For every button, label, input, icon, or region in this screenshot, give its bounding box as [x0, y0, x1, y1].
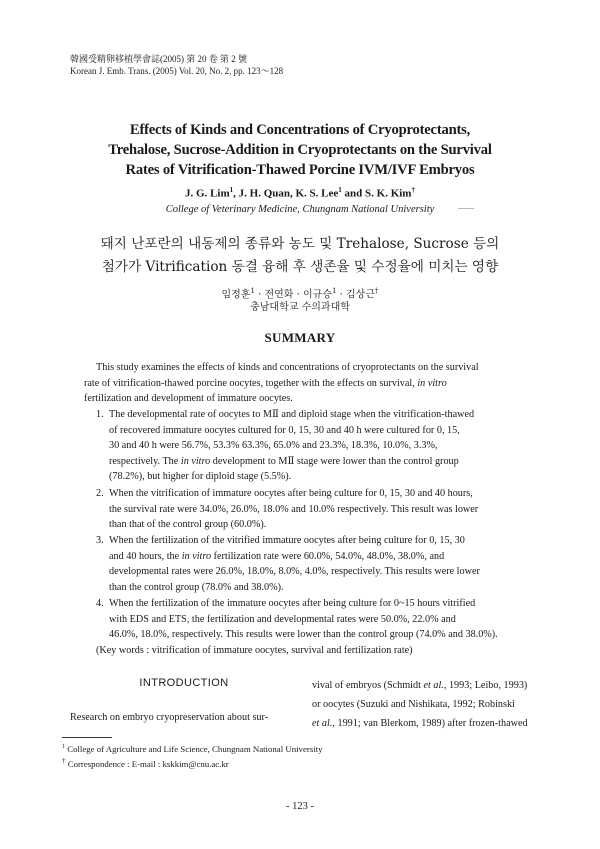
korean-title-line-1: 돼지 난포란의 내동제의 종류와 농도 및 Trehalose, Sucrose 등의 [100, 236, 500, 252]
item-line: (78.2%), but higher for diploid stage (5.5%). [109, 471, 292, 483]
journal-header-korean: 韓國受精卵移植學會誌(2005) 第 20 卷 第 2 號 [70, 54, 247, 64]
introduction-left-column [62, 708, 286, 727]
journal-header-english: Korean J. Emb. Trans. (2005) Vol. 20, No. 2, pp. 123～128 [70, 66, 284, 76]
intro-text: , 1991; van Blerkom, 1989) after frozen-thawed [332, 718, 528, 729]
introduction-right-column [312, 676, 538, 733]
summary-intro [84, 360, 516, 407]
korean-author-3-mark: 1 [332, 287, 337, 295]
item-italic: in vitro [181, 550, 212, 562]
summary-intro-line-3: fertilization and development of immature oocytes. [84, 393, 293, 405]
korean-author-1: 임정훈 [221, 289, 251, 301]
item-number: 3. [96, 535, 104, 546]
corresponding-mark: † [411, 186, 415, 194]
korean-author-2-3: · 전연화 · 이규승 [254, 289, 332, 301]
intro-italic: et al. [312, 718, 333, 729]
footnote-1 [62, 741, 323, 755]
introduction-heading: INTRODUCTION [139, 677, 229, 689]
item-italic: in vitro [180, 455, 211, 467]
footnote-2-text: Correspondence : E-mail : kskkim@cnu.ac.kr [67, 758, 229, 769]
korean-author-4: · 김상근 [336, 289, 375, 301]
intro-text: vival of embryos (Schmidt [312, 680, 424, 691]
paper-title-line-3: Rates of Vitrification-Thawed Porcine IVM/IVF Embryos [125, 162, 475, 178]
paper-title-line-2: Trehalose, Sucrose-Addition in Cryoprotectants on the Survival [108, 142, 492, 158]
keywords: (Key words : vitrification of immature oocytes, survival and fertilization rate) [96, 645, 413, 656]
item-line: When the vitrification of immature oocytes after being culture for 0, 15, 30 and 40 hours, [109, 488, 473, 499]
summary-intro-line-2 [84, 376, 516, 392]
intro-right-line-2: or oocytes (Suzuki and Nishikata, 1992; Robinski [312, 699, 515, 710]
paper-title-line-1: Effects of Kinds and Concentrations of Cryoprotectants, [129, 122, 471, 138]
author-list [0, 184, 600, 201]
summary-item-3 [96, 533, 516, 595]
item-text: respectively. The [109, 455, 181, 467]
footnote-2-mark: † [62, 757, 66, 765]
summary-intro-line-1: This study examines the effects of kinds and concentrations of cryoprotectants on the survival [96, 362, 479, 373]
footnote-1-text: College of Agriculture and Life Science, Chungnam National University [67, 743, 323, 754]
author-2-3: , J. H. Quan, K. S. Lee [233, 187, 339, 200]
footnote-1-mark: 1 [62, 744, 65, 750]
item-line [109, 454, 516, 470]
intro-right-line-1 [312, 676, 538, 695]
author-1-mark: 1 [229, 186, 234, 194]
korean-title-line-2: 첨가가 Vitrification 동결 융해 후 생존율 및 수정율에 미치는 영향 [101, 259, 499, 275]
intro-left-line: Research on embryo cryopreservation about sur- [70, 712, 269, 723]
affiliation: College of Veterinary Medicine, Chungnam National University [165, 204, 435, 215]
item-line: with EDS and ETS, the fertilization and developmental rates were 50.0%, 22.0% and [109, 613, 456, 625]
korean-authors [0, 284, 600, 302]
item-number: 1. [96, 409, 104, 420]
author-3-mark: 1 [338, 186, 342, 194]
summary-item-1 [96, 407, 516, 485]
intro-text: , 1993; Leibo, 1993) [443, 680, 528, 691]
item-line: The developmental rate of oocytes to MⅡ and diploid stage when the vitrification-thawed [109, 409, 475, 420]
summary-item-4 [96, 596, 516, 643]
author-4: and S. K. Kim [341, 187, 412, 200]
item-number: 2. [96, 488, 104, 499]
intro-italic: et al. [423, 680, 444, 691]
item-text: fertilization rate were 60.0%, 54.0%, 48.0%, 38.0%, and [211, 550, 445, 562]
summary-intro-text: rate of vitrification-thawed porcine oocytes, together with the effects on survival, [84, 377, 418, 389]
item-line: than the control group (78.0% and 38.0%). [109, 581, 284, 593]
footnote-divider [62, 737, 112, 738]
item-text: and 40 hours, the [109, 550, 182, 562]
item-number: 4. [96, 598, 104, 609]
page-number: - 123 - [286, 801, 314, 812]
item-line: When the fertilization of the immature oocytes after being culture for 0~15 hours vitrified [109, 598, 476, 609]
scan-mark [458, 208, 474, 209]
item-line: than that of the control group (60.0%). [109, 519, 267, 531]
item-text: development to MⅡ stage were lower than the control group [210, 455, 459, 467]
item-line: of recovered immature oocytes cultured for 0, 15, 30 and 40 h were cultured for 0, 15, [109, 424, 460, 436]
footnote-2 [62, 755, 229, 770]
item-line: When the fertilization of the vitrified immature oocytes after being culture for 0, 15, 30 [109, 535, 465, 546]
korean-author-1-mark: 1 [250, 287, 255, 295]
korean-affiliation: 충남대학교 수의과대학 [250, 302, 350, 313]
item-line: 46.0%, 18.0%, respectively. This results were lower than the control group (74.0% and 38.0%). [109, 629, 498, 641]
item-line: the survival rate were 34.0%, 26.0%, 18.0% and 10.0% respectively. This result was lower [109, 503, 479, 515]
item-line [109, 549, 516, 565]
summary-heading: SUMMARY [264, 330, 336, 345]
item-line: 30 and 40 h were 56.7%, 53.3% 63.3%, 65.0% and 23.3%, 18.3%, 10.0%, 3.3%, [109, 440, 438, 452]
summary-intro-italic: in vitro [417, 377, 447, 389]
summary-item-2 [96, 486, 516, 533]
item-line: developmental rates were 26.0%, 18.0%, 8.0%, 4.0%, respectively. This results were lower [109, 566, 480, 578]
author-1: J. G. Lim [185, 187, 230, 200]
korean-corresponding-mark: † [375, 287, 379, 295]
intro-right-line-3 [312, 714, 538, 733]
